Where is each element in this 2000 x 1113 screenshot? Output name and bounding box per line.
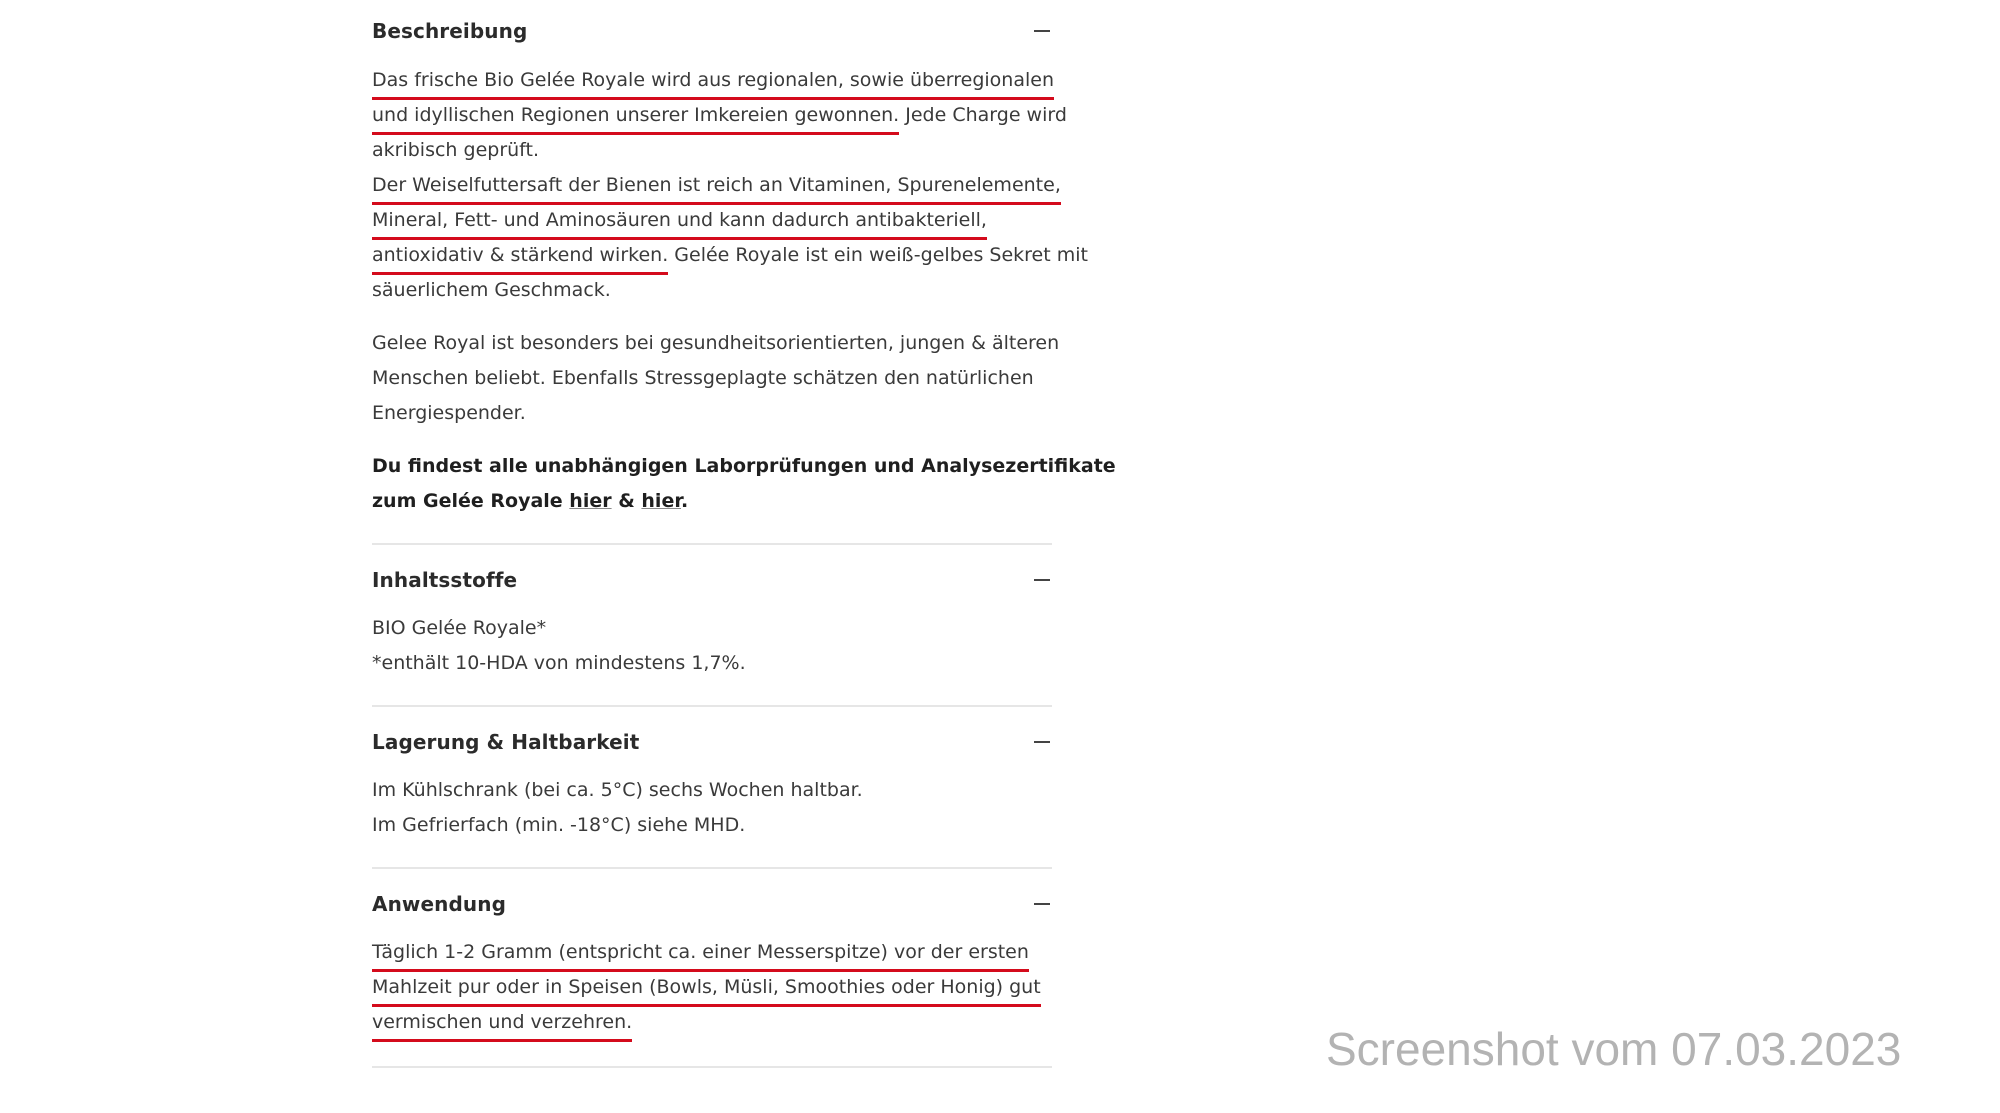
underlined-text: und idyllischen Regionen unserer Imkereien gewonnen. bbox=[372, 99, 899, 135]
underlined-text: Mineral, Fett- und Aminosäuren und kann dadurch antibakteriell, bbox=[372, 204, 987, 240]
section-title: Lagerung & Haltbarkeit bbox=[372, 730, 640, 754]
description-paragraph-3 bbox=[372, 326, 1060, 431]
lab-report-link-2[interactable]: hier bbox=[641, 490, 681, 512]
collapse-minus-icon[interactable] bbox=[1034, 30, 1050, 32]
section-title: Anwendung bbox=[372, 892, 507, 916]
description-paragraph-2 bbox=[372, 168, 1088, 308]
text: BIO Gelée Royale* bbox=[372, 617, 547, 639]
text: Du findest alle unabhängigen Laborprüfungen und Analysezertifikate bbox=[372, 455, 1116, 477]
underlined-text: Mahlzeit pur oder in Speisen (Bowls, Müsli, Smoothies oder Honig) gut bbox=[372, 971, 1041, 1007]
underlined-text: antioxidativ & stärkend wirken. bbox=[372, 239, 668, 275]
collapse-minus-icon[interactable] bbox=[1034, 579, 1050, 581]
text: Menschen beliebt. Ebenfalls Stressgeplagte schätzen den natürlichen bbox=[372, 367, 1034, 389]
text: & bbox=[611, 490, 642, 512]
underlined-text: Das frische Bio Gelée Royale wird aus regionalen, sowie überregionalen bbox=[372, 64, 1054, 100]
section-header-lagerung[interactable] bbox=[372, 727, 1052, 757]
underlined-text: Der Weiselfuttersaft der Bienen ist reich an Vitaminen, Spurenelemente, bbox=[372, 169, 1061, 205]
ingredients-text bbox=[372, 611, 1052, 681]
text: *enthält 10-HDA von mindestens 1,7%. bbox=[372, 652, 746, 674]
underlined-text: Täglich 1-2 Gramm (entspricht ca. einer Messerspitze) vor der ersten bbox=[372, 936, 1029, 972]
text: Energiespender. bbox=[372, 402, 526, 424]
section-inhaltsstoffe bbox=[372, 545, 1052, 707]
text: Jede Charge wird bbox=[899, 104, 1067, 126]
section-header-beschreibung[interactable] bbox=[372, 16, 1052, 46]
section-header-inhaltsstoffe[interactable] bbox=[372, 565, 1052, 595]
text: Im Kühlschrank (bei ca. 5°C) sechs Wochen haltbar. bbox=[372, 779, 863, 801]
text: Im Gefrierfach (min. -18°C) siehe MHD. bbox=[372, 814, 746, 836]
usage-text bbox=[372, 935, 1052, 1040]
underlined-text: vermischen und verzehren. bbox=[372, 1006, 632, 1042]
section-title: Beschreibung bbox=[372, 19, 528, 43]
section-lagerung bbox=[372, 707, 1052, 869]
description-paragraph-1 bbox=[372, 63, 1067, 168]
storage-text bbox=[372, 773, 1052, 843]
text: Gelée Royale ist ein weiß-gelbes Sekret mit bbox=[668, 244, 1088, 266]
section-beschreibung bbox=[372, 0, 1116, 545]
text: akribisch geprüft. bbox=[372, 139, 540, 161]
text: . bbox=[681, 490, 689, 512]
product-details-panel bbox=[372, 0, 1116, 1068]
text: zum Gelée Royale bbox=[372, 490, 570, 512]
collapse-minus-icon[interactable] bbox=[1034, 741, 1050, 743]
section-title: Inhaltsstoffe bbox=[372, 568, 518, 592]
text: Gelee Royal ist besonders bei gesundheitsorientierten, jungen & älteren bbox=[372, 332, 1060, 354]
section-anwendung bbox=[372, 869, 1052, 1068]
screenshot-date-watermark: Screenshot vom 07.03.2023 bbox=[1326, 1023, 1902, 1075]
collapse-minus-icon[interactable] bbox=[1034, 903, 1050, 905]
lab-report-link-1[interactable]: hier bbox=[569, 490, 612, 512]
section-header-anwendung[interactable] bbox=[372, 889, 1052, 919]
lab-certificates-note bbox=[372, 449, 1116, 519]
text: säuerlichem Geschmack. bbox=[372, 279, 611, 301]
